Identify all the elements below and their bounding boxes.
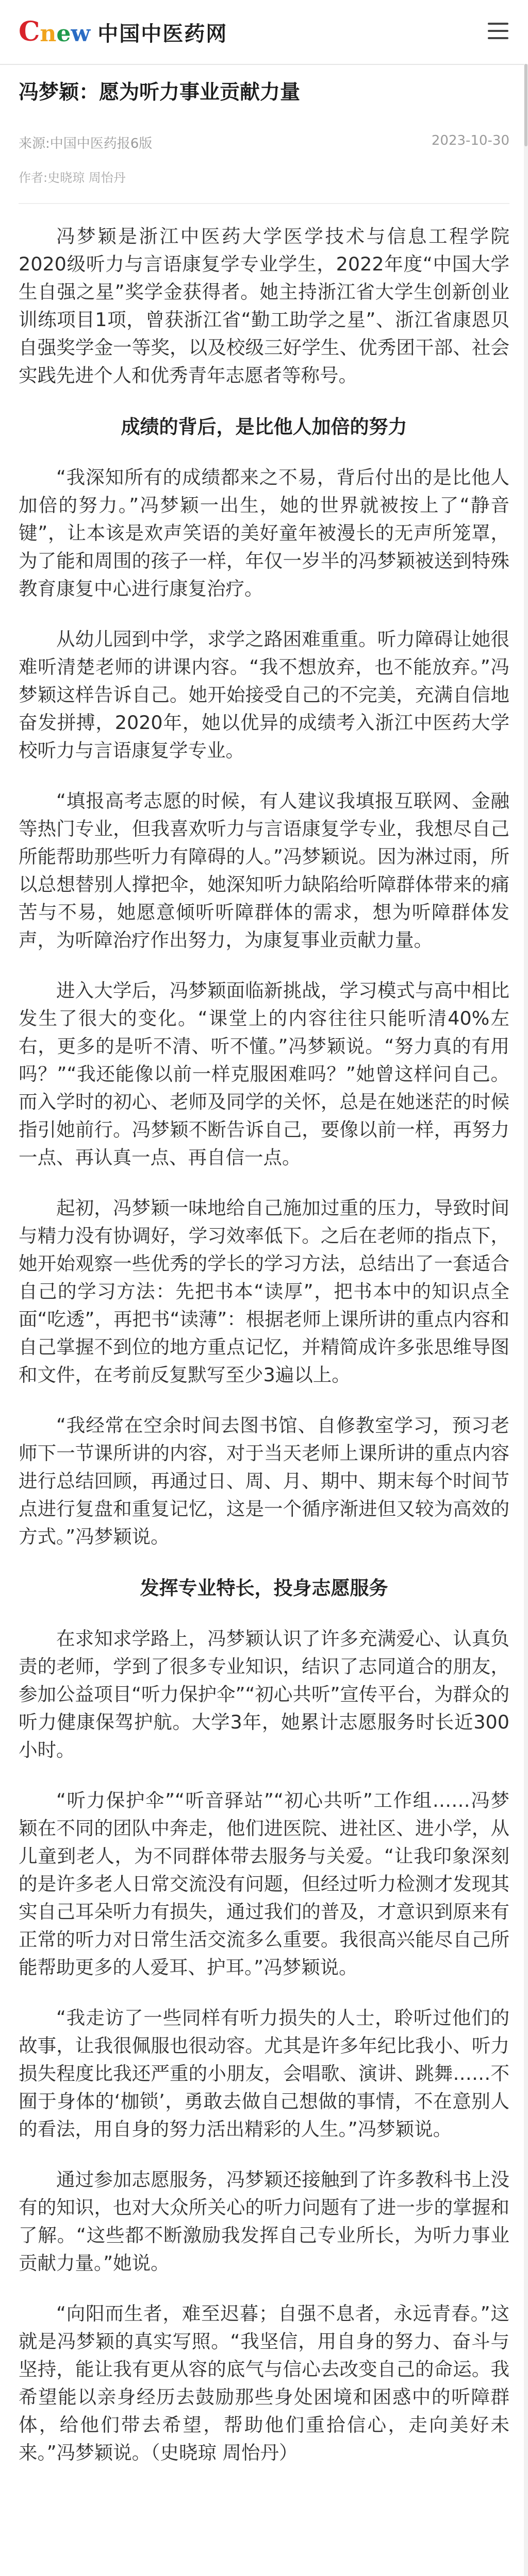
hamburger-menu-icon[interactable]	[488, 23, 508, 40]
page-scrollbar[interactable]	[524, 64, 528, 2576]
scrollbar-thumb[interactable]	[524, 64, 527, 146]
article-paragraph: “填报高考志愿的时候，有人建议我填报互联网、金融等热门专业，但我喜欢听力与言语康复学专业，我想尽自己所能帮助那些听力有障碍的人。”冯梦颖说。因为淋过雨，所以总想替别人撑把伞，她深知听力缺陷给听障群体带来的痛苦与不易，她愿意倾听听障群体的需求，想为听障群体发声，为听障治疗作出努力，为康复事业贡献力量。	[19, 790, 509, 951]
article-paragraph: 通过参加志愿服务，冯梦颖还接触到了许多教科书上没有的知识，也对大众所关心的听力问题有了进一步的掌握和了解。“这些都不断激励我发挥自己专业所长，为听力事业贡献力量。”她说。	[19, 2168, 509, 2274]
article-paragraph: “我深知所有的成绩都来之不易，背后付出的是比他人加倍的努力。”冯梦颖一出生，她的世界就被按上了“静音键”，让本该是欢声笑语的美好童年被漫长的无声所笼罩，为了能和周围的孩子一样，年仅一岁半的冯梦颖被送到特殊教育康复中心进行康复治疗。	[19, 466, 509, 600]
article	[19, 78, 509, 2489]
section-heading: 发挥专业特长，投身志愿服务	[140, 1577, 388, 1599]
article-paragraph: “我走访了一些同样有听力损失的人士，聆听过他们的故事，让我很佩服也很动容。尤其是许多年纪比我小、听力损失程度比我还严重的小朋友，会唱歌、演讲、跳舞……不囿于身体的‘枷锁’，勇敢去做自己想做的事情，不在意别人的看法，用自身的努力活出精彩的人生。”冯梦颖说。	[19, 2007, 509, 2140]
article-paragraph: 冯梦颖是浙江中医药大学医学技术与信息工程学院2020级听力与言语康复学专业学生，2022年度“中国大学生自强之星”奖学金获得者。她主持浙江省大学生创新创业训练项目1项，曾获浙江省“勤工助学之星”、浙江省康恩贝自强奖学金一等奖，以及校级三好学生、优秀团干部、社会实践先进个人和优秀青年志愿者等称号。	[19, 225, 509, 386]
site-name: 中国中医药网	[97, 21, 228, 46]
article-paragraph: 从幼儿园到中学，求学之路困难重重。听力障碍让她很难听清楚老师的讲课内容。“我不想放弃，也不能放弃。”冯梦颖这样告诉自己。她开始接受自己的不完美，充满自信地奋发拼搏，2020年，她以优异的成绩考入浙江中医药大学校听力与言语康复学专业。	[19, 628, 509, 761]
article-meta	[19, 133, 509, 152]
article-title: 冯梦颖：愿为听力事业贡献力量	[19, 81, 301, 104]
article-paragraph: 进入大学后，冯梦颖面临新挑战，学习模式与高中相比发生了很大的变化。“课堂上的内容往往只能听清40%左右，更多的是听不清、听不懂。”冯梦颖说。“努力真的有用吗？”“我还能像以前一样克服困难吗？”她曾这样问自己。而入学时的初心、老师及同学的关怀，总是在她迷茫的时候指引她前行。冯梦颖不断告诉自己，要像以前一样，再努力一点、再认真一点、再自信一点。	[19, 979, 509, 1168]
logo-letter: C	[19, 16, 40, 47]
logo-mark	[19, 16, 91, 47]
article-paragraph: “听力保护伞”“听音驿站”“初心共听”工作组……冯梦颖在不同的团队中奔走，他们进医院、进社区、进小学，从儿童到老人，为不同群体带去服务与关爱。“让我印象深刻的是许多老人日常交流没有问题，但经过听力检测才发现其实自己耳朵听力有损失，通过我们的普及，才意识到原来有正常的听力对日常生活交流多么重要。我很高兴能尽自己所能帮助更多的人爱耳、护耳。”冯梦颖说。	[19, 1789, 509, 1978]
site-header	[0, 0, 528, 65]
article-paragraph: 在求知求学路上，冯梦颖认识了许多充满爱心、认真负责的老师，学到了很多专业知识，结识了志同道合的朋友，参加公益项目“听力保护伞”“初心共听”宣传平台，为群众的听力健康保驾护航。大学3年，她累计志愿服务时长近300小时。	[19, 1628, 509, 1761]
article-paragraph: 起初，冯梦颖一味地给自己施加过重的压力，导致时间与精力没有协调好，学习效率低下。之后在老师的指点下，她开始观察一些优秀的学长的学习方法，总结出了一套适合自己的学习方法：先把书本“读厚”，把书本中的知识点全面“吃透”，再把书“读薄”：根据老师上课所讲的重点内容和自己掌握不到位的地方重点记忆，并精简成许多张思维导图和文件，在考前反复默写至少3遍以上。	[19, 1197, 509, 1386]
section-heading: 成绩的背后，是比他人加倍的努力	[121, 416, 407, 438]
logo-letter: e	[56, 21, 71, 47]
article-paragraph: “向阳而生者，难至迟暮；自强不息者，永远青春。”这就是冯梦颖的真实写照。“我坚信，用自身的努力、奋斗与坚持，能让我有更从容的底气与信心去改变自己的命运。我希望能以亲身经历去鼓励那些身处困境和困惑中的听障群体，给他们带去希望，帮助他们重拾信心，走向美好未来。”冯梦颖说。（史晓琼 周怡丹）	[19, 2302, 509, 2464]
article-source: 来源:中国中医药报6版	[19, 136, 153, 151]
article-paragraph: “我经常在空余时间去图书馆、自修教室学习，预习老师下一节课所讲的内容，对于当天老师上课所讲的重点内容进行总结回顾，再通过日、周、月、期中、期末每个时间节点进行复盘和重复记忆，这是一个循序渐进但又较为高效的方式。”冯梦颖说。	[19, 1414, 509, 1548]
site-logo[interactable]	[19, 12, 227, 52]
logo-letter: w	[71, 21, 91, 47]
logo-letter: n	[40, 21, 57, 47]
article-body	[19, 223, 509, 2467]
article-date: 2023-10-30	[431, 133, 509, 148]
article-authors: 作者:史晓琼 周怡丹	[19, 167, 509, 204]
